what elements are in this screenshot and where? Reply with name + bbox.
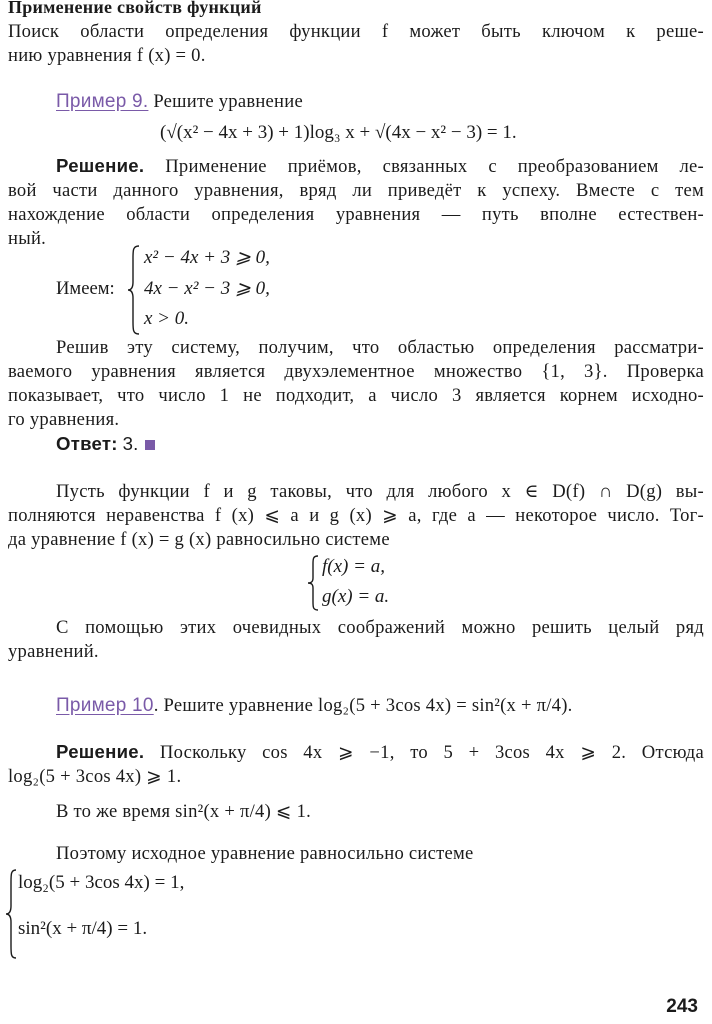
page-number: 243 [666,996,698,1017]
property-line: Пусть функции f и g таковы, что для любого x ∈ D(f) ∩ D(g) вы- [56,481,704,502]
example-10-system-line: log₂(5 + 3cos 4x) = 1, [18,872,185,893]
system-brace-icon [306,554,320,612]
solution-line: нахождение области определения уравнения — путь вполне естествен- [8,204,704,225]
solution-label: Решение. [56,155,145,176]
after-line: показывает, что число 1 не подходит, а число 3 является корнем исходно- [8,385,704,406]
system-line: 4x − x² − 3 ⩾ 0, [144,278,270,299]
intro-line: Поиск области определения функции f может быть ключом к реше- [8,21,704,42]
example-9-equation [160,122,517,144]
example-9-task: Решите уравнение [153,91,303,112]
solution-text: Применение приёмов, связанных с преобразованием ле- [165,156,705,177]
solution-text: Поскольку cos 4x ⩾ −1, то 5 + 3cos 4x ⩾ 2. Отсюда [159,742,704,763]
therefore-line [56,842,704,866]
solution-line: ный. [8,228,47,249]
system-brace-icon [4,868,18,960]
equation-text: (√(x² − 4x + 3) + 1)log₃ x + √(4x − x² − 3) = 1. [160,122,517,143]
end-of-proof-square-icon [145,440,155,450]
property-paragraph [8,480,704,552]
section-title [8,0,704,19]
conclusion-line: С помощью этих очевидных соображений можно решить целый ряд [56,617,704,638]
property-system-line: f(x) = a, [322,556,385,577]
after-line: ваемого уравнения является двухэлементное множество {1, 3}. Проверка [8,361,704,382]
intro-line: нию уравнения f (x) = 0. [8,45,206,66]
property-conclusion [8,616,704,664]
section-intro [8,20,704,68]
solution-line [8,740,704,765]
solution-line: вой части данного уравнения, вряд ли приведёт к успеху. Вместе с тем [8,180,704,201]
same-time-text: В то же время sin²(x + π/4) ⩽ 1. [56,801,312,822]
property-line: да уравнение f (x) = g (x) равносильно системе [8,529,390,550]
therefore-text: Поэтому исходное уравнение равносильно системе [56,843,474,864]
after-line: Решив эту систему, получим, что областью определения рассматри- [56,337,704,358]
example-10-label[interactable]: Пример 10 [56,695,154,716]
example-9-answer [56,432,704,457]
example-9-label[interactable]: Пример 9. [56,91,149,112]
system-brace-icon [126,244,142,336]
system-line: x > 0. [144,308,190,329]
example-9-after [8,336,704,432]
example-9-heading [56,90,704,114]
answer-value: 3. [122,433,139,454]
solution-line: log₂(5 + 3cos 4x) ⩾ 1. [8,766,182,787]
have-label: Имеем: [56,278,115,299]
example-10-task: . Решите уравнение log₂(5 + 3cos 4x) = sin²(x + π/4). [153,695,573,716]
solution-line [8,154,704,179]
example-10-solution [8,740,704,789]
conclusion-line: уравнений. [8,641,99,662]
solution-label: Решение. [56,741,145,762]
system-line: x² − 4x + 3 ⩾ 0, [144,247,270,268]
example-9-solution [8,154,704,251]
example-10-heading [56,694,704,718]
answer-label: Ответ: [56,433,118,454]
after-line: го уравнения. [8,409,120,430]
property-line: полняются неравенства f (x) ⩽ a и g (x) ⩾ a, где a — некоторое число. Тог- [8,505,704,526]
same-time-line [56,800,704,824]
example-10-system-line: sin²(x + π/4) = 1. [18,918,148,939]
property-system-line: g(x) = a. [322,586,390,607]
section-title-text: Применение свойств функций [8,0,262,17]
